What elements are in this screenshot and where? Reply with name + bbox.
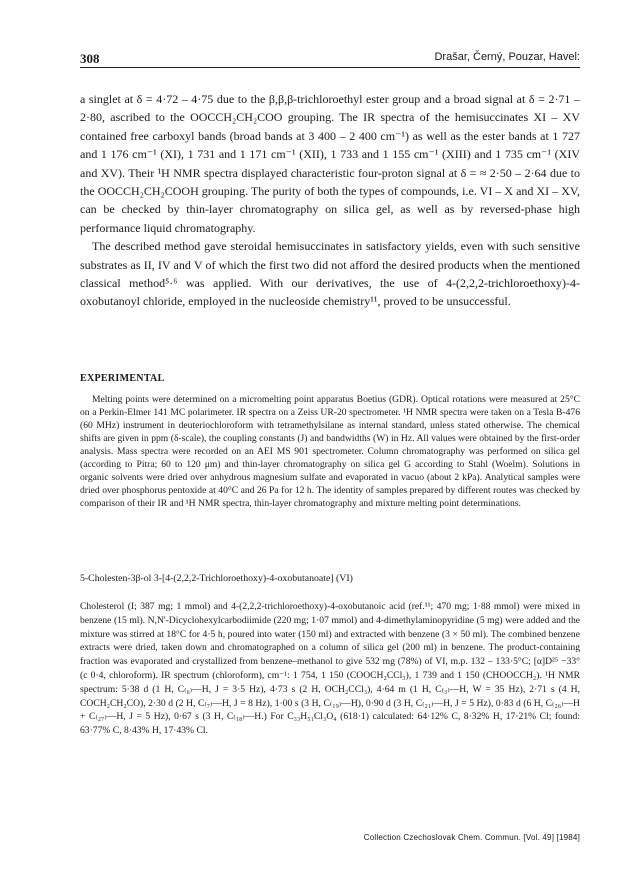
compound-procedure	[80, 600, 580, 738]
paragraph-hemisuccinate-spectra: a singlet at δ = 4·72 – 4·75 due to the β,β,β-trichloroethyl ester group and a broad signal at δ = 2·71 – 2·80, ascribed to the OOCCH₂CH₂COO grouping. The IR spectra of the hemisuccinates XI – XV contained free carboxyl bands (broad bands at 3 400 – 2 400 cm⁻¹) as well as the ester bands at 1 727 and 1 176 cm⁻¹ (XI), 1 731 and 1 171 cm⁻¹ (XII), 1 733 and 1 155 cm⁻¹ (XIII) and 1 735 cm⁻¹ (XIV and XV). Their ¹H NMR spectra displayed characteristic four-proton signal at δ = ≈ 2·50 – 2·64 due to the OOCCH₂CH₂COOH grouping. The purity of both the types of compounds, i.e. VI – X and XI – XV, can be checked by thin-layer chromatography on silica gel, as well as by reversed-phase high performance liquid chromatography.	[80, 92, 580, 235]
compound-title: 5-Cholesten-3β-ol 3-[4-(2,2,2-Trichloroethoxy)-4-oxobutanoate] (VI)	[80, 573, 353, 584]
paragraph-method-results: The described method gave steroidal hemisuccinates in satisfactory yields, even with such sensitive substrates as II, IV and V of which the first two did not afford the desired products when the mentioned classical method⁵·⁶ was applied. With our derivatives, the use of 4-(2,2,2-trichloroethoxy)-4-oxobutanoyl chloride, employed in the nucleoside chemistry¹¹, proved to be unsuccessful.	[80, 239, 580, 309]
page-header	[80, 51, 580, 73]
section-heading-experimental: EXPERIMENTAL	[80, 373, 165, 384]
journal-footer: Collection Czechoslovak Chem. Commun. [Vol. 49] [1984]	[363, 833, 580, 842]
discussion-text	[80, 90, 580, 311]
procedure-paragraph: Cholesterol (I; 387 mg; 1 mmol) and 4-(2,2,2-trichloroethoxy)-4-oxobutanoic acid (ref.¹¹; 470 mg; 1·88 mmol) were mixed in benzene (15 ml). N,N'-Dicyclohexylcarbodiimide (220 mg; 1·07 mmol) and 4-dimethylaminopyridine (5 mg) were added and the mixture was stirred at 18°C for 4·5 h, poured into water (150 ml) and extracted with benzene (3 × 50 ml). The combined benzene extracts were dried, taken down and chromatographed on a column of silica gel (200 ml) in benzene. The product-containing fraction was evaporated and crystallized from benzene–methanol to give 532 mg (78%) of VI, m.p. 132 – 133·5°C; [α]D²⁵ −33° (c 0·4, chloroform). IR spectrum (chloroform), cm⁻¹: 1 754, 1 150 (COOCH₂CCl₃), 1 739 and 1 150 (CHOOCCH₂). ¹H NMR spectrum: 5·38 d (1 H, C₍₆₎—H, J = 3·5 Hz), 4·73 s (2 H, OCH₂CCl₃), 4·64 m (1 H, C₍₃₎—H, W = 35 Hz), 2·71 s (4 H, COCH₂CH₂CO), 2·30 d (2 H, C₍₇₎—H, J = 8 Hz), 1·00 s (3 H, C₍₁₉₎—H), 0·90 d (3 H, C₍₂₁₎—H, J = 5 Hz), 0·83 d (6 H, C₍₂₆₎—H + C₍₂₇₎—H, J = 5 Hz), 0·67 s (3 H, C₍₁₈₎—H.) For C₃₃H₅₁Cl₃O₄ (618·1) calculated: 64·12% C, 8·32% H, 17·21% Cl; found: 63·77% C, 8·43% H, 17·43% Cl.	[80, 601, 580, 737]
experimental-paragraph: Melting points were determined on a micromelting point apparatus Boetius (GDR). Optical rotations were measured at 25°C on a Perkin-Elmer 141 MC polarimeter. IR spectra on a Zeiss UR-20 spectrometer. ¹H NMR spectra were taken on a Tesla B-476 (60 MHz) instrument in deuteriochloroform with tetramethylsilane as internal standard, unless stated otherwise. The chemical shifts are given in ppm (δ-scale), the coupling constants (J) and bandwidths (W) in Hz. All values were obtained by the first-order analysis. Mass spectra were recorded on an AEI MS 901 spectrometer. Column chromatography was performed on silica gel (according to Pitra; 60 to 120 μm) and thin-layer chromatography on silica gel G according to Stahl (Woelm). Solutions in organic solvents were dried over anhydrous magnesium sulfate and evaporated in vacuo (about 2 kPa). Analytical samples were dried over phosphorus pentoxide at 40°C and 26 Pa for 12 h. The identity of samples prepared by different routes was checked by comparison of their IR and ¹H NMR spectra, thin-layer chromatography and mixture melting point determinations.	[80, 394, 580, 509]
page-number: 308	[80, 51, 100, 66]
experimental-methods	[80, 393, 580, 510]
header-rule	[80, 67, 580, 68]
running-head-authors: Drašar, Černý, Pouzar, Havel:	[434, 51, 580, 63]
